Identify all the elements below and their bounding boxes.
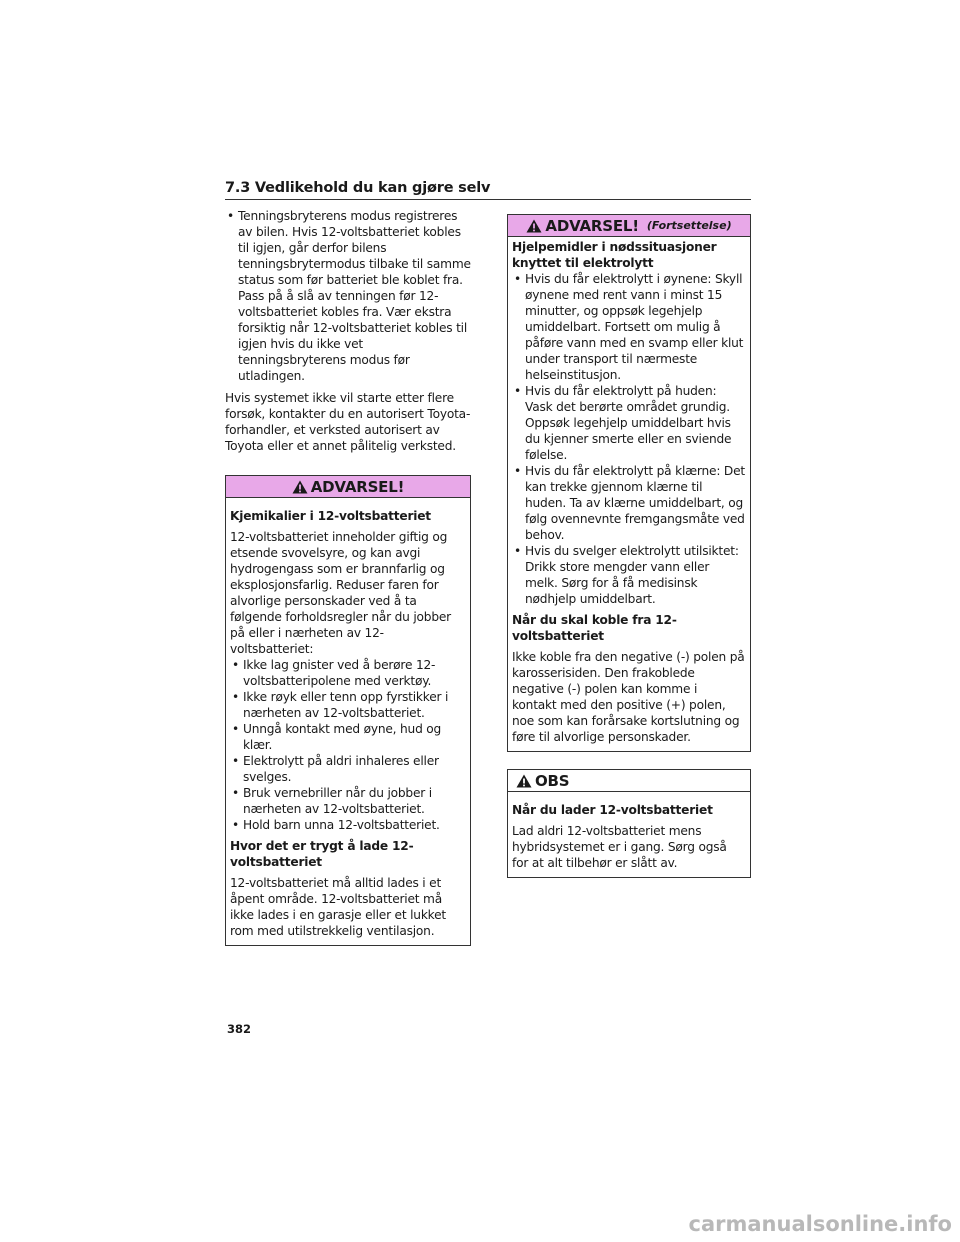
warning-list [512,271,745,607]
warning-heading: Kjemikalier i 12-voltsbatteriet [230,509,431,523]
warning-body [226,498,470,945]
list-item: • Hvis du får elektrolytt i øynene: Skyll øynene med rent vann i minst 15 minutter, og oppsøk legehjelp umiddelbart. Fortsett om mulig å påføre vann med en svamp eller klut under transport til nærmeste helseinstitusjon. [512,271,745,383]
watermark: carmanualsonline.info [688,1212,952,1236]
list-item: • Hvis du svelger elektrolytt utilsiktet: Drikk store mengder vann eller melk. Sørg for å få medisinsk nødhjelp umiddelbart. [512,543,745,607]
warning-paragraph-2: 12-voltsbatteriet må alltid lades i et åpent område. 12-voltsbatteriet må ikke lades i en garasje eller et lukket rom med utilstrekkelig ventilasjon. [230,876,446,938]
warning-header [226,476,470,498]
warning-heading: Hjelpemidler i nødssituasjoner knyttet til elektrolytt [512,240,717,270]
continued-label: (Fortsettelse) [646,219,732,232]
list-item: • Elektrolytt på aldri inhaleres eller svelges. [230,753,465,785]
list-item: • Tenningsbryterens modus registreres av bilen. Hvis 12-voltsbatteriet kobles til igjen, går derfor bilens tenningsbrytermodus tilbake til samme status som før batteriet ble koblet fra. Pass på å slå av tenningen før 12-voltsbatteriet kobles fra. Vær ekstra forsiktig når 12-voltsbatteriet kobles til igjen hvis du ikke vet tenningsbryterens modus før utladingen. [225,208,471,384]
warning-triangle-icon [292,480,308,494]
warning-header [508,215,750,237]
warning-triangle-icon [526,219,542,233]
intro-list [225,208,471,384]
list-item: • Hold barn unna 12-voltsbatteriet. [230,817,465,833]
section-header [225,180,751,200]
list-item: • Ikke røyk eller tenn opp fyrstikker i nærheten av 12-voltsbatteriet. [230,689,465,721]
warning-title: ADVARSEL! [310,477,405,496]
notice-header [508,770,750,792]
warning-box-continued [507,214,751,752]
list-item: • Bruk vernebriller når du jobber i nærheten av 12-voltsbatteriet. [230,785,465,817]
warning-paragraph: 12-voltsbatteriet inneholder giftig og etsende svovelsyre, og kan avgi hydrogengass som er brannfarlig og eksplosjonsfarlig. Reduser faren for alvorlige personskader ved å ta følgende forholdsregler når du jobber på eller i nærheten av 12-voltsbatteriet: [230,530,451,656]
list-item: • Hvis du får elektrolytt på klærne: Det kan trekke gjennom klærne til huden. Ta av klærne umiddelbart, og følg ovennevnte fremgangsmåte ved behov. [512,463,745,543]
right-column [507,214,751,878]
warning-title: ADVARSEL! [545,216,639,235]
warning-box [225,475,471,946]
intro-paragraph: Hvis systemet ikke vil starte etter flere forsøk, kontakter du en autorisert Toyota-forhandler, et verksted autorisert av Toyota eller et annet pålitelig verksted. [225,391,471,453]
notice-title: OBS [535,771,570,790]
left-column [225,208,471,946]
notice-box [507,769,751,878]
warning-heading-2: Når du skal koble fra 12-voltsbatteriet [512,613,677,643]
notice-body [508,792,750,877]
list-item: • Hvis du får elektrolytt på huden: Vask det berørte området grundig. Oppsøk legehjelp umiddelbart hvis du kjenner smerte eller en sviende følelse. [512,383,745,463]
section-title: 7.3 Vedlikehold du kan gjøre selv [225,180,491,196]
warning-list [230,657,465,833]
warning-body [508,237,750,751]
notice-heading: Når du lader 12-voltsbatteriet [512,803,713,817]
page-number: 382 [227,1022,252,1036]
list-item: • Unngå kontakt med øyne, hud og klær. [230,721,465,753]
notice-paragraph: Lad aldri 12-voltsbatteriet mens hybridsystemet er i gang. Sørg også for at alt tilbehør er slått av. [512,824,727,870]
warning-heading-2: Hvor det er trygt å lade 12-voltsbatteriet [230,839,414,869]
warning-triangle-icon [516,774,532,788]
list-item: • Ikke lag gnister ved å berøre 12-voltsbatteripolene med verktøy. [230,657,465,689]
warning-paragraph-2: Ikke koble fra den negative (-) polen på karosserisiden. Den frakoblede negative (-) polen kan komme i kontakt med den positive (+) polen, noe som kan forårsake kortslutning og føre til alvorlige personskader. [512,650,745,744]
